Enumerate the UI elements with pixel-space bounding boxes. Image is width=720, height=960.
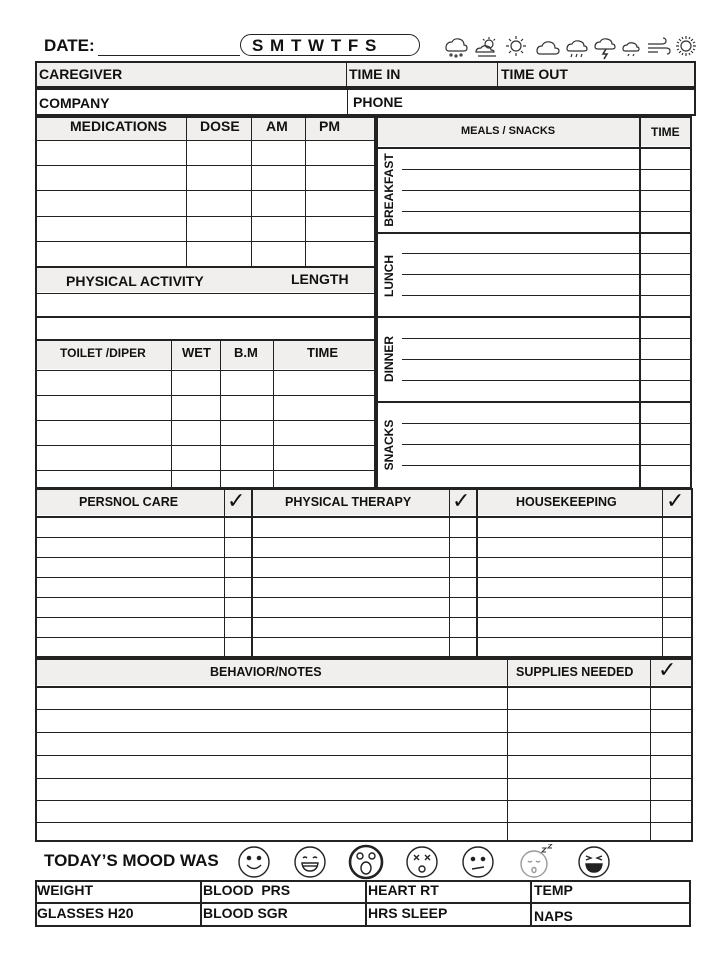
lunch-label: LUNCH (382, 255, 396, 297)
snacks-line[interactable] (402, 423, 692, 424)
med-row-line[interactable] (35, 190, 376, 191)
toilet-row-line[interactable] (35, 420, 376, 421)
lunch-line[interactable] (402, 274, 692, 275)
time-out-field[interactable]: TIME OUT (501, 66, 568, 82)
temp-field[interactable]: TEMP (534, 882, 573, 898)
shocked-face-icon[interactable] (350, 846, 382, 878)
cloud-light-rain-icon (623, 43, 639, 56)
physical-therapy-header: PHYSICAL THERAPY (285, 495, 412, 509)
days-of-week-pill[interactable] (240, 34, 420, 56)
weather-icons (440, 34, 700, 60)
care-row-line[interactable] (35, 537, 693, 538)
breakfast-label: BREAKFAST (382, 153, 396, 227)
heart-rate-field[interactable]: HEART RT (368, 882, 439, 898)
smiling-face-icon[interactable] (239, 847, 269, 877)
phone-field[interactable]: PHONE (353, 94, 403, 110)
cloud-icon (537, 42, 559, 54)
confused-face-icon[interactable] (463, 847, 493, 877)
snacks-line[interactable] (402, 444, 692, 445)
am-header: AM (266, 118, 288, 134)
time-in-field[interactable]: TIME IN (349, 66, 401, 82)
glasses-water-field[interactable]: GLASSES H20 (37, 905, 134, 921)
thunderstorm-icon (595, 39, 615, 59)
med-row-line[interactable] (35, 216, 376, 217)
mood-faces (236, 844, 616, 880)
laughing-face-icon[interactable] (579, 847, 609, 877)
meals-header: MEALS / SNACKS (461, 125, 556, 137)
breakfast-line[interactable] (402, 211, 692, 212)
physical-therapy-check: ✓ (452, 489, 471, 514)
medications-header: MEDICATIONS (70, 118, 167, 134)
lunch-line[interactable] (402, 253, 692, 254)
housekeeping-header: HOUSEKEEPING (516, 495, 617, 509)
snacks-line[interactable] (402, 465, 692, 466)
supplies-needed-header: SUPPLIES NEEDED (516, 665, 634, 679)
lunch-line[interactable] (402, 295, 692, 296)
dinner-line[interactable] (402, 338, 692, 339)
sun-icon (506, 36, 526, 56)
cloud-rain-icon (567, 41, 587, 57)
care-row-line[interactable] (35, 637, 693, 638)
sleeping-face-icon[interactable] (521, 844, 552, 877)
pm-header: PM (319, 118, 340, 134)
blood-pressure-field[interactable]: BLOOD PRS (203, 882, 291, 898)
toilet-row-line[interactable] (35, 470, 376, 471)
behavior-notes-header: BEHAVIOR/NOTES (210, 665, 322, 679)
breakfast-line[interactable] (402, 190, 692, 191)
sun-behind-cloud-icon (476, 37, 496, 56)
dinner-label: DINNER (382, 336, 396, 383)
notes-row-line[interactable] (35, 709, 693, 710)
meals-time-header: TIME (651, 125, 680, 139)
personal-care-check: ✓ (227, 489, 246, 514)
med-row-line[interactable] (35, 241, 376, 242)
toilet-row-line[interactable] (35, 445, 376, 446)
bright-sun-icon (676, 36, 696, 56)
wind-icon (648, 38, 670, 54)
wet-header: WET (182, 345, 211, 360)
notes-row-line[interactable] (35, 732, 693, 733)
personal-care-header: PERSNOL CARE (79, 495, 179, 509)
blood-sugar-field[interactable]: BLOOD SGR (203, 905, 288, 921)
activity-row-line[interactable] (35, 316, 376, 318)
toilet-time-header: TIME (307, 345, 339, 360)
hours-sleep-field[interactable]: HRS SLEEP (368, 905, 448, 921)
care-row-line[interactable] (35, 557, 693, 558)
caregiver-field[interactable]: CAREGIVER (39, 66, 123, 82)
physical-activity-header: PHYSICAL ACTIVITY (66, 273, 204, 289)
cloud-hail-icon (446, 39, 467, 57)
care-row-line[interactable] (35, 617, 693, 618)
left-panel (35, 116, 376, 489)
notes-row-line[interactable] (35, 800, 693, 801)
days-of-week: S M T W T F S (252, 36, 378, 55)
med-row-line[interactable] (35, 165, 376, 166)
notes-row-line[interactable] (35, 778, 693, 779)
toilet-row-line[interactable] (35, 395, 376, 396)
length-header: LENGTH (291, 271, 349, 287)
naps-field[interactable]: NAPS (534, 908, 573, 924)
housekeeping-check: ✓ (666, 489, 685, 514)
snacks-label: SNACKS (382, 419, 396, 471)
toilet-header: TOILET /DIPER (60, 346, 146, 360)
dinner-line[interactable] (402, 380, 692, 381)
company-field[interactable]: COMPANY (39, 95, 110, 111)
notes-row-line[interactable] (35, 755, 693, 756)
breakfast-line[interactable] (402, 169, 692, 170)
notes-row-line[interactable] (35, 822, 693, 823)
supplies-check: ✓ (658, 658, 677, 683)
dizzy-face-icon[interactable] (407, 847, 437, 877)
care-row-line[interactable] (35, 597, 693, 598)
care-row-line[interactable] (35, 577, 693, 578)
weight-field[interactable]: WEIGHT (37, 882, 93, 898)
date-label: DATE: (44, 36, 95, 55)
dinner-line[interactable] (402, 359, 692, 360)
meals-panel (376, 116, 692, 489)
dose-header: DOSE (200, 118, 240, 134)
bm-header: B.M (234, 345, 258, 360)
date-line[interactable] (98, 55, 240, 56)
mood-label: TODAY’S MOOD WAS (44, 851, 219, 870)
grinning-face-icon[interactable] (295, 847, 325, 877)
